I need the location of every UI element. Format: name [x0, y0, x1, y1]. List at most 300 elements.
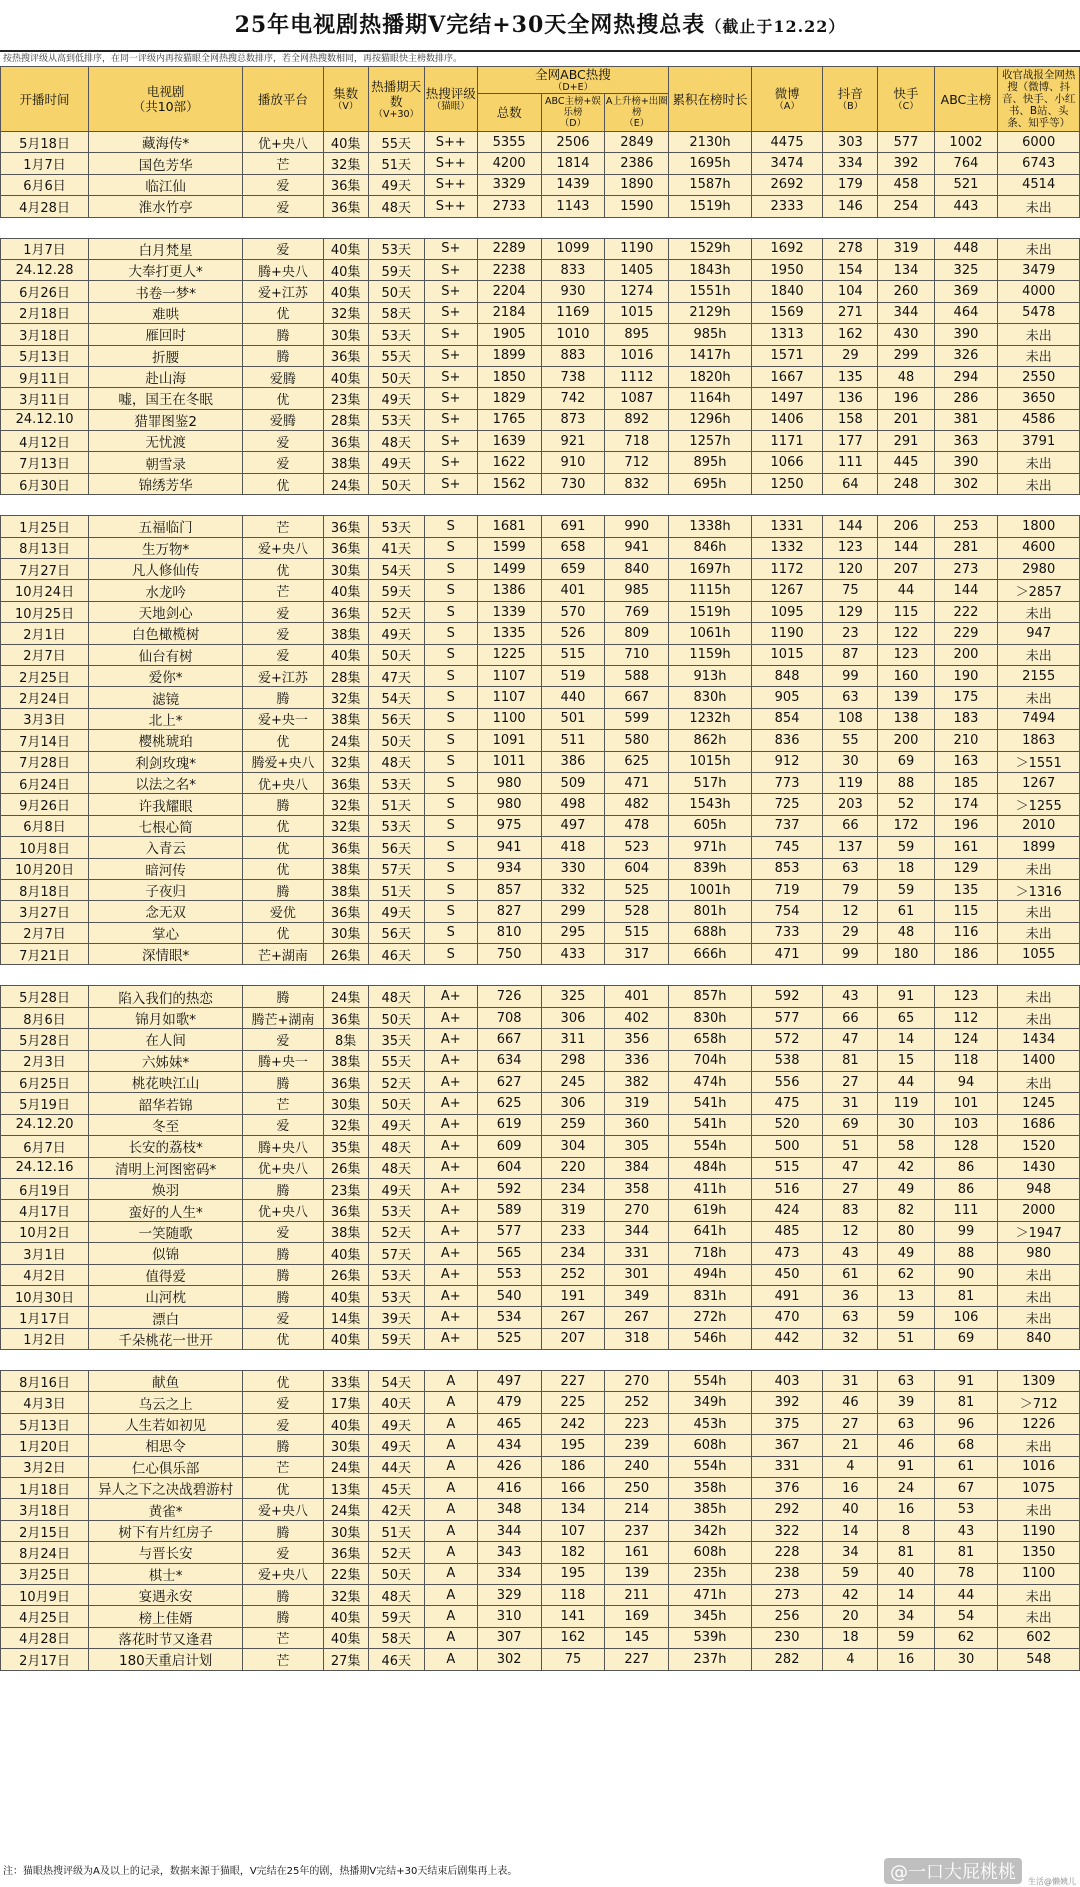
table-cell: 519 — [541, 665, 605, 686]
table-row — [1, 1606, 1080, 1627]
table-cell: 34 — [878, 1606, 934, 1627]
table-cell: 12 — [823, 901, 878, 922]
table-cell: 433 — [541, 944, 605, 965]
table-cell: 235h — [669, 1563, 752, 1584]
table-cell: 448 — [934, 238, 998, 259]
table-row — [1, 1627, 1080, 1648]
table-cell: S++ — [424, 132, 477, 153]
table-cell: 75 — [823, 580, 878, 601]
table-cell: 未出 — [998, 1264, 1080, 1285]
table-cell: 442 — [751, 1328, 823, 1349]
table-cell: 773 — [751, 772, 823, 793]
heat-table — [0, 66, 1080, 1671]
table-cell: 1339 — [477, 601, 541, 622]
table-cell: 541h — [669, 1114, 752, 1135]
header-note: 按热搜评级从高到低排序，在同一评级内再按猫眼全网热搜总数排序，若全网热搜数相同，再按猫眼快主榜数排序。 — [3, 54, 463, 64]
table-cell: 225 — [541, 1392, 605, 1413]
table-cell: 爱 — [243, 1114, 323, 1135]
table-cell: 54 — [934, 1606, 998, 1627]
table-cell: 2333 — [751, 196, 823, 217]
table-cell: 52天 — [368, 1221, 424, 1242]
table-cell: 108 — [823, 708, 878, 729]
table-cell: S++ — [424, 196, 477, 217]
table-cell: 39天 — [368, 1307, 424, 1328]
col-drama: 电视剧 （共10部） — [89, 67, 243, 132]
table-row — [1, 559, 1080, 580]
table-cell: 优+央八 — [243, 1157, 323, 1178]
table-cell: ＞712 — [998, 1392, 1080, 1413]
table-cell: S+ — [424, 281, 477, 302]
table-row — [1, 452, 1080, 473]
table-cell: 51天 — [368, 1520, 424, 1541]
table-cell: A — [424, 1606, 477, 1627]
table-cell: 484h — [669, 1157, 752, 1178]
table-cell: 49天 — [368, 1114, 424, 1135]
table-cell: 69 — [934, 1328, 998, 1349]
table-cell: 177 — [823, 431, 878, 452]
table-row — [1, 1136, 1080, 1157]
table-cell: 358 — [605, 1178, 669, 1199]
table-cell: 515 — [605, 922, 669, 943]
table-cell: 853 — [751, 858, 823, 879]
table-cell: 553 — [477, 1264, 541, 1285]
table-cell: S — [424, 537, 477, 558]
table-cell: 1692 — [751, 238, 823, 259]
table-cell: 爱你* — [89, 665, 243, 686]
table-cell: 44 — [878, 580, 934, 601]
table-cell: 658 — [541, 537, 605, 558]
table-cell: 爱 — [243, 644, 323, 665]
table-cell: 2月15日 — [1, 1520, 89, 1541]
table-cell: 9月26日 — [1, 794, 89, 815]
table-cell: 山河枕 — [89, 1285, 243, 1306]
table-cell: 577 — [878, 132, 934, 153]
table-row — [1, 259, 1080, 280]
table-cell: 32集 — [323, 815, 368, 836]
table-cell: 48天 — [368, 1585, 424, 1606]
table-cell: 515 — [751, 1157, 823, 1178]
table-cell: 爱+央八 — [243, 1563, 323, 1584]
table-cell: 未出 — [998, 601, 1080, 622]
table-row — [1, 1007, 1080, 1028]
table-cell: 134 — [541, 1499, 605, 1520]
table-cell: 腾 — [243, 986, 323, 1007]
table-cell: 769 — [605, 601, 669, 622]
table-cell: 1061h — [669, 623, 752, 644]
table-cell: 14集 — [323, 1307, 368, 1328]
table-cell: 6月30日 — [1, 473, 89, 494]
table-cell: 47 — [823, 1157, 878, 1178]
table-cell: A — [424, 1649, 477, 1670]
table-cell: 爱 — [243, 623, 323, 644]
table-cell: A — [424, 1392, 477, 1413]
table-cell: 49天 — [368, 623, 424, 644]
table-cell: 295 — [541, 922, 605, 943]
table-cell: 1890 — [605, 174, 669, 195]
table-cell: 299 — [541, 901, 605, 922]
table-cell: 未出 — [998, 1072, 1080, 1093]
table-cell: 1820h — [669, 366, 752, 387]
table-cell: 未出 — [998, 324, 1080, 345]
table-cell: 3月3日 — [1, 708, 89, 729]
table-cell: A+ — [424, 1007, 477, 1028]
table-cell: 99 — [934, 1221, 998, 1242]
table-cell: 608h — [669, 1435, 752, 1456]
table-cell: 175 — [934, 687, 998, 708]
table-cell: 七根心简 — [89, 815, 243, 836]
table-cell: 331 — [605, 1243, 669, 1264]
table-cell: 695h — [669, 473, 752, 494]
table-cell: 未出 — [998, 858, 1080, 879]
table-cell: 336 — [605, 1050, 669, 1071]
table-cell: 892 — [605, 409, 669, 430]
separator-cell — [1, 1350, 1080, 1371]
table-cell: 未出 — [998, 1285, 1080, 1306]
table-cell: 1267 — [751, 580, 823, 601]
table-cell: 237h — [669, 1649, 752, 1670]
table-cell: 4月25日 — [1, 1606, 89, 1627]
table-cell: 40集 — [323, 1606, 368, 1627]
table-cell: 161 — [605, 1542, 669, 1563]
table-cell: 2129h — [669, 302, 752, 323]
table-cell: 252 — [605, 1392, 669, 1413]
table-cell: 1171 — [751, 431, 823, 452]
table-cell: 水龙吟 — [89, 580, 243, 601]
table-cell: 135 — [934, 879, 998, 900]
table-cell: 6月25日 — [1, 1072, 89, 1093]
table-cell: 548 — [998, 1649, 1080, 1670]
table-cell: 349h — [669, 1392, 752, 1413]
table-cell: 174 — [934, 794, 998, 815]
table-cell: 22集 — [323, 1563, 368, 1584]
table-cell: 24.12.16 — [1, 1157, 89, 1178]
table-cell: 229 — [934, 623, 998, 644]
table-cell: 未出 — [998, 196, 1080, 217]
table-cell: A+ — [424, 1114, 477, 1135]
table-cell: 272h — [669, 1307, 752, 1328]
table-cell: 3月1日 — [1, 1243, 89, 1264]
table-cell: 1520 — [998, 1136, 1080, 1157]
table-cell: 245 — [541, 1072, 605, 1093]
table-cell: 1430 — [998, 1157, 1080, 1178]
table-cell: 185 — [934, 772, 998, 793]
table-cell: 390 — [934, 324, 998, 345]
table-cell: 5月13日 — [1, 345, 89, 366]
table-cell: 411h — [669, 1178, 752, 1199]
table-cell: 565 — [477, 1243, 541, 1264]
table-cell: A — [424, 1478, 477, 1499]
table-cell: 35天 — [368, 1029, 424, 1050]
table-cell: 141 — [541, 1606, 605, 1627]
table-cell: 94 — [934, 1072, 998, 1093]
table-cell: S — [424, 708, 477, 729]
table-cell: 525 — [605, 879, 669, 900]
table-cell: 2月3日 — [1, 1050, 89, 1071]
table-cell: ＞1947 — [998, 1221, 1080, 1242]
table-cell: 592 — [477, 1178, 541, 1199]
table-row — [1, 1072, 1080, 1093]
table-cell: 123 — [934, 986, 998, 1007]
table-cell: 103 — [934, 1114, 998, 1135]
table-cell: 天地剑心 — [89, 601, 243, 622]
table-cell: 139 — [605, 1563, 669, 1584]
table-cell: 403 — [751, 1371, 823, 1392]
table-cell: 392 — [751, 1392, 823, 1413]
table-cell: 1587h — [669, 174, 752, 195]
table-cell: 556 — [751, 1072, 823, 1093]
table-cell: 优+央八 — [243, 1200, 323, 1221]
table-cell: 45天 — [368, 1478, 424, 1499]
table-cell: 836 — [751, 730, 823, 751]
table-cell: 未出 — [998, 901, 1080, 922]
table-cell: 627 — [477, 1072, 541, 1093]
table-cell: 256 — [751, 1606, 823, 1627]
table-cell: 32集 — [323, 1585, 368, 1606]
table-row — [1, 815, 1080, 836]
table-cell: 343 — [477, 1542, 541, 1563]
table-cell: 608h — [669, 1542, 752, 1563]
table-cell: 1月7日 — [1, 238, 89, 259]
table-cell: A+ — [424, 1328, 477, 1349]
table-cell: 4200 — [477, 153, 541, 174]
table-cell: S — [424, 901, 477, 922]
table-cell: 8集 — [323, 1029, 368, 1050]
table-cell: 1112 — [605, 366, 669, 387]
table-cell: 223 — [605, 1413, 669, 1434]
table-cell: 芒 — [243, 516, 323, 537]
table-cell: 54天 — [368, 1371, 424, 1392]
table-cell: 54天 — [368, 687, 424, 708]
table-cell: 30集 — [323, 922, 368, 943]
table-row — [1, 302, 1080, 323]
table-cell: 掌心 — [89, 922, 243, 943]
table-cell: 1899 — [998, 837, 1080, 858]
table-cell: 440 — [541, 687, 605, 708]
table-cell: 912 — [751, 751, 823, 772]
table-cell: 51 — [823, 1136, 878, 1157]
table-cell: 1257h — [669, 431, 752, 452]
group-separator — [1, 217, 1080, 238]
table-cell: 726 — [477, 986, 541, 1007]
table-cell: 332 — [541, 879, 605, 900]
table-cell: 爱+江苏 — [243, 281, 323, 302]
table-cell: 1840 — [751, 281, 823, 302]
table-cell: 8月18日 — [1, 879, 89, 900]
table-cell: 200 — [878, 730, 934, 751]
table-cell: 485 — [751, 1221, 823, 1242]
table-cell: 53天 — [368, 1264, 424, 1285]
table-cell: 7月28日 — [1, 751, 89, 772]
table-cell: 725 — [751, 794, 823, 815]
table-cell: 55 — [823, 730, 878, 751]
table-cell: 优 — [243, 815, 323, 836]
table-cell: 暗河传 — [89, 858, 243, 879]
table-cell: 144 — [823, 516, 878, 537]
table-cell: 848 — [751, 665, 823, 686]
table-cell: 220 — [541, 1157, 605, 1178]
table-cell: 36集 — [323, 837, 368, 858]
table-cell: 59 — [878, 1307, 934, 1328]
table-cell: 857 — [477, 879, 541, 900]
table-cell: 1100 — [477, 708, 541, 729]
table-cell: S+ — [424, 431, 477, 452]
table-cell: S — [424, 922, 477, 943]
table-cell: 23 — [823, 623, 878, 644]
col-abc-group: 全网ABC热搜 （D+E） — [477, 67, 669, 94]
table-cell: 27 — [823, 1178, 878, 1199]
table-cell: 491 — [751, 1285, 823, 1306]
table-cell: 10月2日 — [1, 1221, 89, 1242]
table-cell: 921 — [541, 431, 605, 452]
table-cell: 48 — [878, 366, 934, 387]
table-cell: 1011 — [477, 751, 541, 772]
table-cell: 腾 — [243, 687, 323, 708]
table-cell: 119 — [878, 1093, 934, 1114]
table-cell: 17集 — [323, 1392, 368, 1413]
table-cell: 1月18日 — [1, 1478, 89, 1499]
table-cell: 芒 — [243, 580, 323, 601]
table-cell: 1434 — [998, 1029, 1080, 1050]
table-cell: 48 — [878, 922, 934, 943]
table-cell: 一笑随歌 — [89, 1221, 243, 1242]
table-cell: 55天 — [368, 345, 424, 366]
table-cell: 754 — [751, 901, 823, 922]
table-cell: 宴遇永安 — [89, 1585, 243, 1606]
table-cell: 32集 — [323, 153, 368, 174]
table-cell: 46天 — [368, 944, 424, 965]
table-row — [1, 537, 1080, 558]
table-cell: 57天 — [368, 858, 424, 879]
table-cell: 白月梵星 — [89, 238, 243, 259]
table-cell: 78 — [934, 1563, 998, 1584]
table-cell: 1091 — [477, 730, 541, 751]
table-cell: 240 — [605, 1456, 669, 1477]
table-cell: 385h — [669, 1499, 752, 1520]
table-cell: 28集 — [323, 409, 368, 430]
table-cell: S — [424, 772, 477, 793]
table-cell: 32集 — [323, 751, 368, 772]
table-cell: 26集 — [323, 1264, 368, 1285]
table-cell: 腾 — [243, 1072, 323, 1093]
table-cell: 123 — [878, 644, 934, 665]
table-cell: 27 — [823, 1413, 878, 1434]
table-cell: 1332 — [751, 537, 823, 558]
table-cell: 166 — [541, 1478, 605, 1499]
table-cell: 58天 — [368, 1627, 424, 1648]
group-separator — [1, 1350, 1080, 1371]
table-cell: 1001h — [669, 879, 752, 900]
table-cell: 839h — [669, 858, 752, 879]
table-cell: 36集 — [323, 174, 368, 195]
table-row — [1, 1499, 1080, 1520]
table-cell: 爱+江苏 — [243, 665, 323, 686]
table-cell: 36 — [823, 1285, 878, 1306]
table-cell: 750 — [477, 944, 541, 965]
table-cell: 爱+央一 — [243, 708, 323, 729]
table-cell: 2289 — [477, 238, 541, 259]
table-cell: 冬至 — [89, 1114, 243, 1135]
table-cell: 910 — [541, 452, 605, 473]
table-cell: 10月8日 — [1, 837, 89, 858]
table-cell: 8月6日 — [1, 1007, 89, 1028]
table-cell: 难哄 — [89, 302, 243, 323]
table-cell: 长安的荔枝* — [89, 1136, 243, 1157]
table-cell: 50天 — [368, 366, 424, 387]
table-cell: 306 — [541, 1007, 605, 1028]
table-row — [1, 986, 1080, 1007]
table-cell: 298 — [541, 1050, 605, 1071]
table-cell: 1250 — [751, 473, 823, 494]
table-cell: 1107 — [477, 665, 541, 686]
table-cell: 3650 — [998, 388, 1080, 409]
table-cell: 416 — [477, 1478, 541, 1499]
table-cell: 12 — [823, 1221, 878, 1242]
table-cell: 206 — [878, 516, 934, 537]
table-cell: 芒 — [243, 1649, 323, 1670]
table-cell: 605h — [669, 815, 752, 836]
table-cell: 975 — [477, 815, 541, 836]
table-cell: 180天重启计划 — [89, 1649, 243, 1670]
table-cell: 201 — [878, 409, 934, 430]
table-cell: 49天 — [368, 1413, 424, 1434]
table-cell: 64 — [823, 473, 878, 494]
table-cell: 腾芒+湖南 — [243, 1007, 323, 1028]
table-cell: 54天 — [368, 559, 424, 580]
table-cell: 479 — [477, 1392, 541, 1413]
table-cell: 40集 — [323, 580, 368, 601]
table-cell: 36集 — [323, 431, 368, 452]
table-cell: 521 — [934, 174, 998, 195]
table-cell: 2130h — [669, 132, 752, 153]
table-cell: 爱 — [243, 601, 323, 622]
table-cell: 1667 — [751, 366, 823, 387]
table-cell: 69 — [823, 1114, 878, 1135]
table-cell: 滤镜 — [89, 687, 243, 708]
table-cell: 腾+央八 — [243, 1136, 323, 1157]
table-cell: 134 — [878, 259, 934, 280]
table-cell: 2980 — [998, 559, 1080, 580]
table-cell: 腾 — [243, 1585, 323, 1606]
table-cell: 497 — [477, 1371, 541, 1392]
table-cell: 凡人修仙传 — [89, 559, 243, 580]
table-cell: 40集 — [323, 281, 368, 302]
table-cell: 1016 — [605, 345, 669, 366]
table-cell: 优 — [243, 1371, 323, 1392]
table-cell: 207 — [878, 559, 934, 580]
table-cell: 319 — [878, 238, 934, 259]
table-cell: 1232h — [669, 708, 752, 729]
table-cell: 36集 — [323, 1007, 368, 1028]
col-episodes: 集数 （V） — [323, 67, 368, 132]
table-cell: 1529h — [669, 238, 752, 259]
table-cell: 136 — [823, 388, 878, 409]
table-cell: 仙台有树 — [89, 644, 243, 665]
table-cell: 704h — [669, 1050, 752, 1071]
table-cell: 1010 — [541, 324, 605, 345]
table-cell: 24 — [878, 1478, 934, 1499]
table-cell: 27集 — [323, 1649, 368, 1670]
table-cell: 49 — [878, 1178, 934, 1199]
table-cell: 1245 — [998, 1093, 1080, 1114]
table-cell: A — [424, 1627, 477, 1648]
table-cell: 14 — [878, 1029, 934, 1050]
table-cell: 1296h — [669, 409, 752, 430]
table-cell: 24.12.20 — [1, 1114, 89, 1135]
table-cell: 81 — [823, 1050, 878, 1071]
table-cell: 1590 — [605, 196, 669, 217]
table-cell: 846h — [669, 537, 752, 558]
table-cell: 250 — [605, 1478, 669, 1499]
